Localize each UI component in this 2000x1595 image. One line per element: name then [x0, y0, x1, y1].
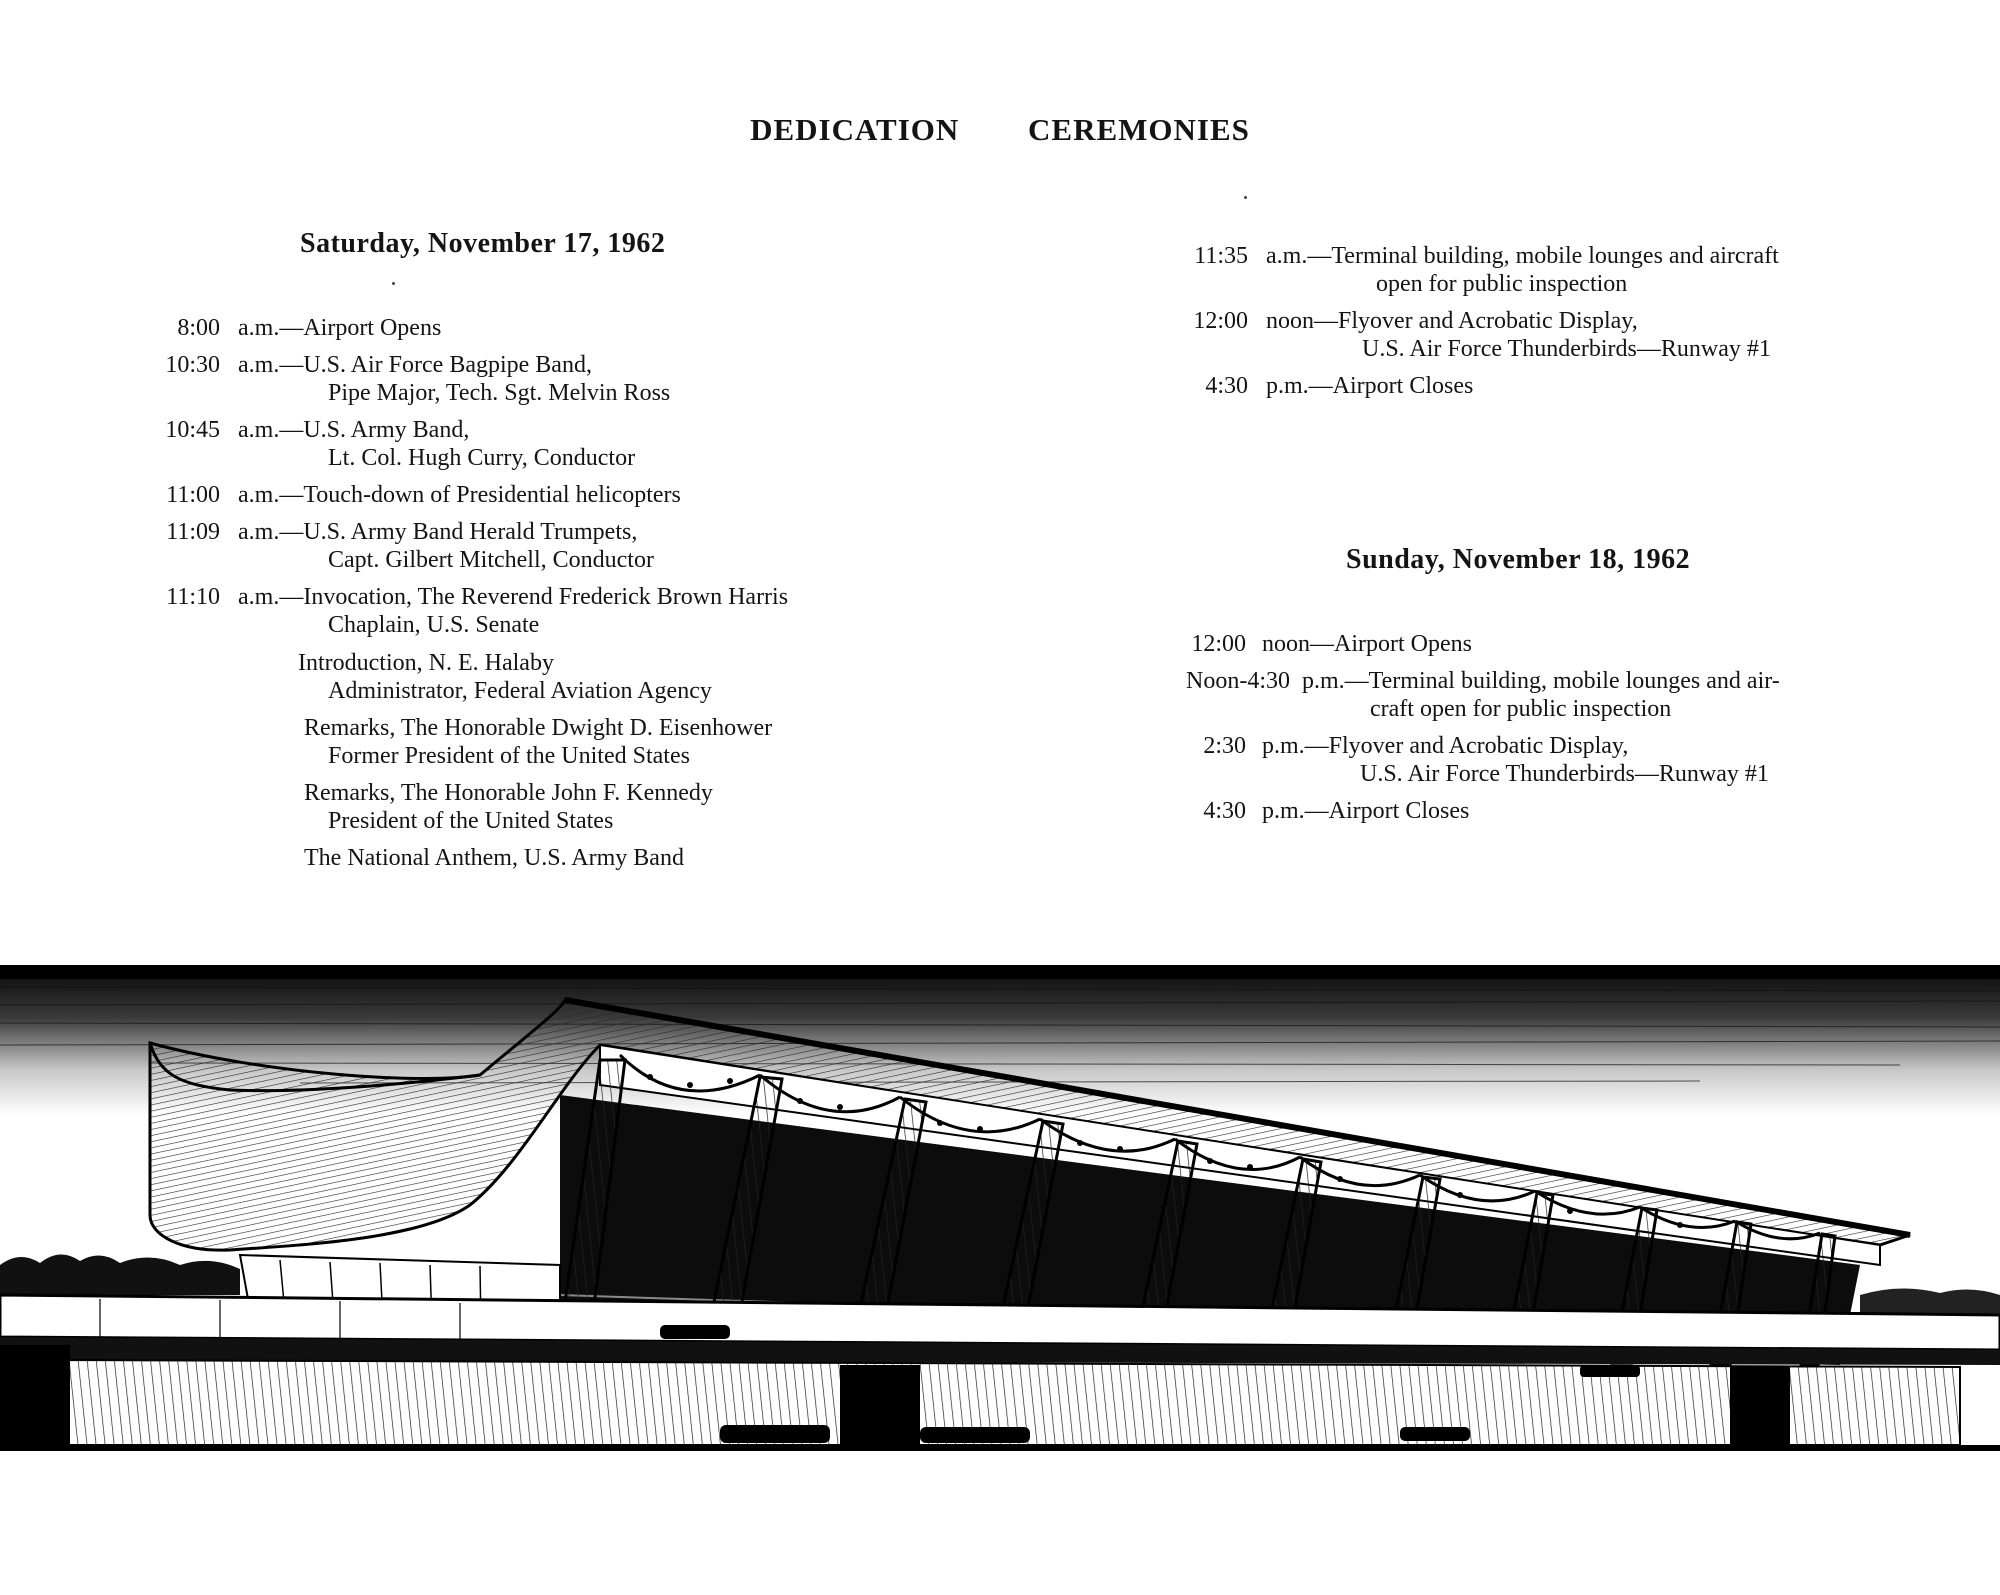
entry-time: 8:00: [177, 315, 220, 341]
schedule-entry: [150, 481, 910, 509]
schedule-entry: [150, 314, 910, 342]
sunday-schedule: [1188, 630, 1978, 834]
entry-time: 4:30: [1203, 798, 1246, 824]
entry-time: 12:00: [1191, 631, 1246, 657]
entry-text: a.m.—U.S. Air Force Bagpipe Band,: [238, 352, 592, 378]
entry-text: noon—Airport Opens: [1262, 631, 1472, 657]
saturday-heading: Saturday, November 17, 1962: [300, 228, 666, 259]
entry-text: p.m.—Terminal building, mobile lounges and air-: [1302, 668, 1780, 694]
entry-time: 2:30: [1203, 733, 1246, 759]
sunday-heading: Sunday, November 18, 1962: [1346, 544, 1691, 575]
entry-time: 11:00: [166, 482, 220, 508]
entry-subtext: Lt. Col. Hugh Curry, Conductor: [328, 445, 636, 471]
program-text: Remarks, The Honorable Dwight D. Eisenhower: [304, 715, 773, 741]
print-speck: [392, 282, 395, 285]
program-text: The National Anthem, U.S. Army Band: [304, 845, 684, 871]
program-subtext: President of the United States: [328, 808, 614, 834]
schedule-entry: [1188, 732, 1978, 788]
terminal-illustration: [0, 965, 2000, 1485]
program-item: [298, 649, 910, 705]
schedule-entry: [150, 416, 910, 472]
entry-text: p.m.—Flyover and Acrobatic Display,: [1262, 733, 1629, 759]
entry-subtext: craft open for public inspection: [1370, 696, 1672, 722]
program-subtext: Administrator, Federal Aviation Agency: [328, 678, 712, 704]
schedule-entry: [1180, 242, 1980, 298]
entry-time: 4:30: [1205, 373, 1248, 399]
schedule-entry: [1186, 667, 1978, 723]
entry-text: a.m.—Terminal building, mobile lounges and aircraft: [1266, 243, 1779, 269]
saturday-continued-schedule: [1180, 242, 1980, 409]
entry-text: a.m.—Touch-down of Presidential helicopters: [238, 482, 681, 508]
page-title: DEDICATION CEREMONIES: [750, 112, 1250, 147]
entry-text: a.m.—U.S. Army Band,: [238, 417, 470, 443]
entry-text: a.m.—U.S. Army Band Herald Trumpets,: [238, 519, 638, 545]
program-text: Introduction, N. E. Halaby: [298, 650, 554, 676]
schedule-entry: [150, 351, 910, 407]
entry-subtext: Capt. Gilbert Mitchell, Conductor: [328, 547, 654, 573]
schedule-entry: [150, 583, 910, 639]
schedule-entry: [1188, 797, 1978, 825]
entry-text: p.m.—Airport Closes: [1266, 373, 1474, 399]
program-text: Remarks, The Honorable John F. Kennedy: [304, 780, 713, 806]
entry-time: 10:45: [165, 417, 220, 443]
entry-time: Noon-4:30: [1186, 668, 1290, 694]
saturday-schedule: [150, 314, 910, 881]
program-subtext: Former President of the United States: [328, 743, 690, 769]
entry-subtext: open for public inspection: [1376, 271, 1628, 297]
entry-time: 11:10: [166, 584, 220, 610]
entry-time: 11:35: [1194, 243, 1248, 269]
program-item: [304, 714, 910, 770]
program-item: [304, 779, 910, 835]
schedule-entry: [1180, 307, 1980, 363]
program-item: [304, 844, 910, 872]
print-speck: [1244, 196, 1247, 199]
schedule-entry: [1188, 630, 1978, 658]
entry-text: p.m.—Airport Closes: [1262, 798, 1470, 824]
entry-text: noon—Flyover and Acrobatic Display,: [1266, 308, 1638, 334]
entry-subtext: U.S. Air Force Thunderbirds—Runway #1: [1360, 761, 1769, 787]
entry-text: a.m.—Airport Opens: [238, 315, 442, 341]
schedule-entry: [150, 518, 910, 574]
entry-time: 10:30: [165, 352, 220, 378]
entry-subtext: Chaplain, U.S. Senate: [328, 612, 540, 638]
schedule-entry: [1180, 372, 1980, 400]
entry-text: a.m.—Invocation, The Reverend Frederick Brown Harris: [238, 584, 789, 610]
shrubs: [0, 1254, 240, 1295]
entry-subtext: Pipe Major, Tech. Sgt. Melvin Ross: [328, 380, 671, 406]
entry-time: 11:09: [166, 519, 220, 545]
entry-subtext: U.S. Air Force Thunderbirds—Runway #1: [1362, 336, 1771, 362]
entry-time: 12:00: [1193, 308, 1248, 334]
